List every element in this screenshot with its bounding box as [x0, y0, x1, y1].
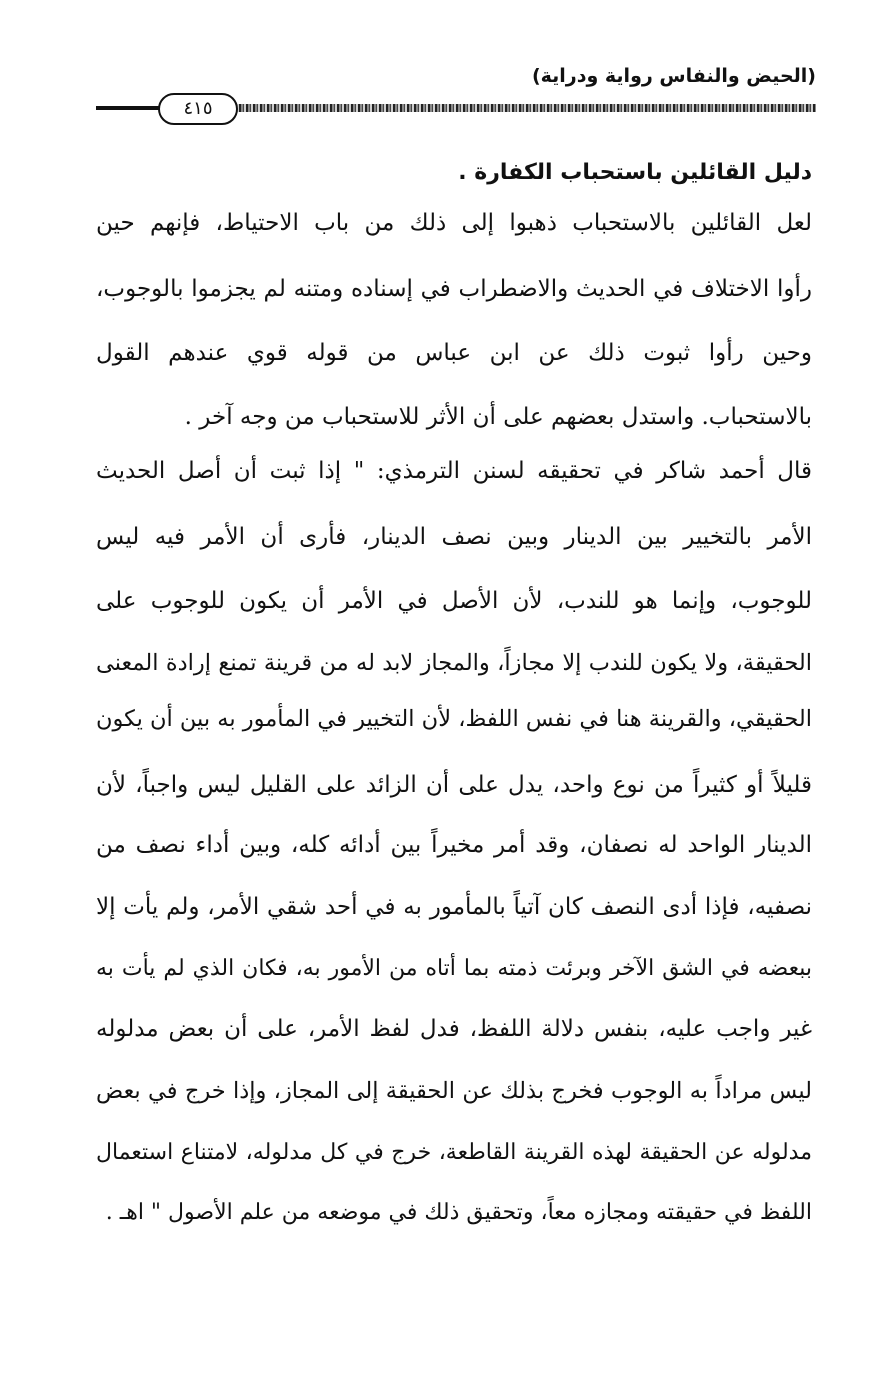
body-line: قال أحمد شاكر في تحقيقه لسنن الترمذي: " إذا ثبت أن أصل الحديث	[96, 458, 812, 484]
body-line: غير واجب عليه، بنفس دلالة اللفظ، فدل لفظ الأمر، على أن بعض مدلوله	[96, 1016, 812, 1042]
body-line: ليس مراداً به الوجوب فخرج بذلك عن الحقيقة إلى المجاز، وإذا خرج في بعض	[96, 1078, 812, 1104]
body-line: نصفيه، فإذا أدى النصف كان آتياً بالمأمور به في أحد شقي الأمر، ولم يأت إلا	[96, 894, 812, 920]
body-line: اللفظ في حقيقته ومجازه معاً، وتحقيق ذلك في موضعه من علم الأصول " اهـ .	[105, 1200, 812, 1225]
body-line: وحين رأوا ثبوت ذلك عن ابن عباس من قوله قوي عندهم القول	[96, 340, 812, 366]
body-line: الأمر بالتخيير بين الدينار وبين نصف الدينار، فأرى أن الأمر فيه ليس	[96, 524, 812, 550]
body-line: رأوا الاختلاف في الحديث والاضطراب في إسناده ومتنه لم يجزموا بالوجوب،	[96, 276, 812, 302]
body-line: الدينار الواحد له نصفان، وقد أمر مخيراً بين أدائه كله، وبين أداء نصف من	[96, 832, 812, 858]
body-line: بالاستحباب. واستدل بعضهم على أن الأثر للاستحباب من وجه آخر .	[184, 404, 812, 430]
page-number: ٤١٥	[158, 93, 238, 125]
running-header-title: (الحيض والنفاس رواية ودراية)	[531, 65, 816, 87]
body-line: الحقيقة، ولا يكون للندب إلا مجازاً، والمجاز لابد له من قرينة تمنع إرادة المعنى	[96, 650, 812, 676]
body-line: ببعضه في الشق الآخر وبرئت ذمته بما أتاه من الأمور به، فكان الذي لم يأت به	[96, 956, 812, 981]
header-rule	[96, 92, 816, 126]
body-line: للوجوب، وإنما هو للندب، لأن الأصل في الأمر أن يكون للوجوب على	[96, 588, 812, 614]
header-rule-hatched-band	[232, 104, 816, 112]
header-rule-left-line	[96, 106, 162, 110]
body-line: مدلوله عن الحقيقة لهذه القرينة القاطعة، خرج في كل مدلوله، لامتناع استعمال	[96, 1140, 812, 1165]
body-line: قليلاً أو كثيراً من نوع واحد، يدل على أن الزائد على القليل ليس واجباً، لأن	[96, 772, 812, 798]
body-line: لعل القائلين بالاستحباب ذهبوا إلى ذلك من باب الاحتياط، فإنهم حين	[96, 210, 812, 236]
section-heading: دليل القائلين باستحباب الكفارة .	[458, 160, 812, 185]
body-line: الحقيقي، والقرينة هنا في نفس اللفظ، لأن التخيير في المأمور به بين أن يكون	[96, 706, 812, 732]
